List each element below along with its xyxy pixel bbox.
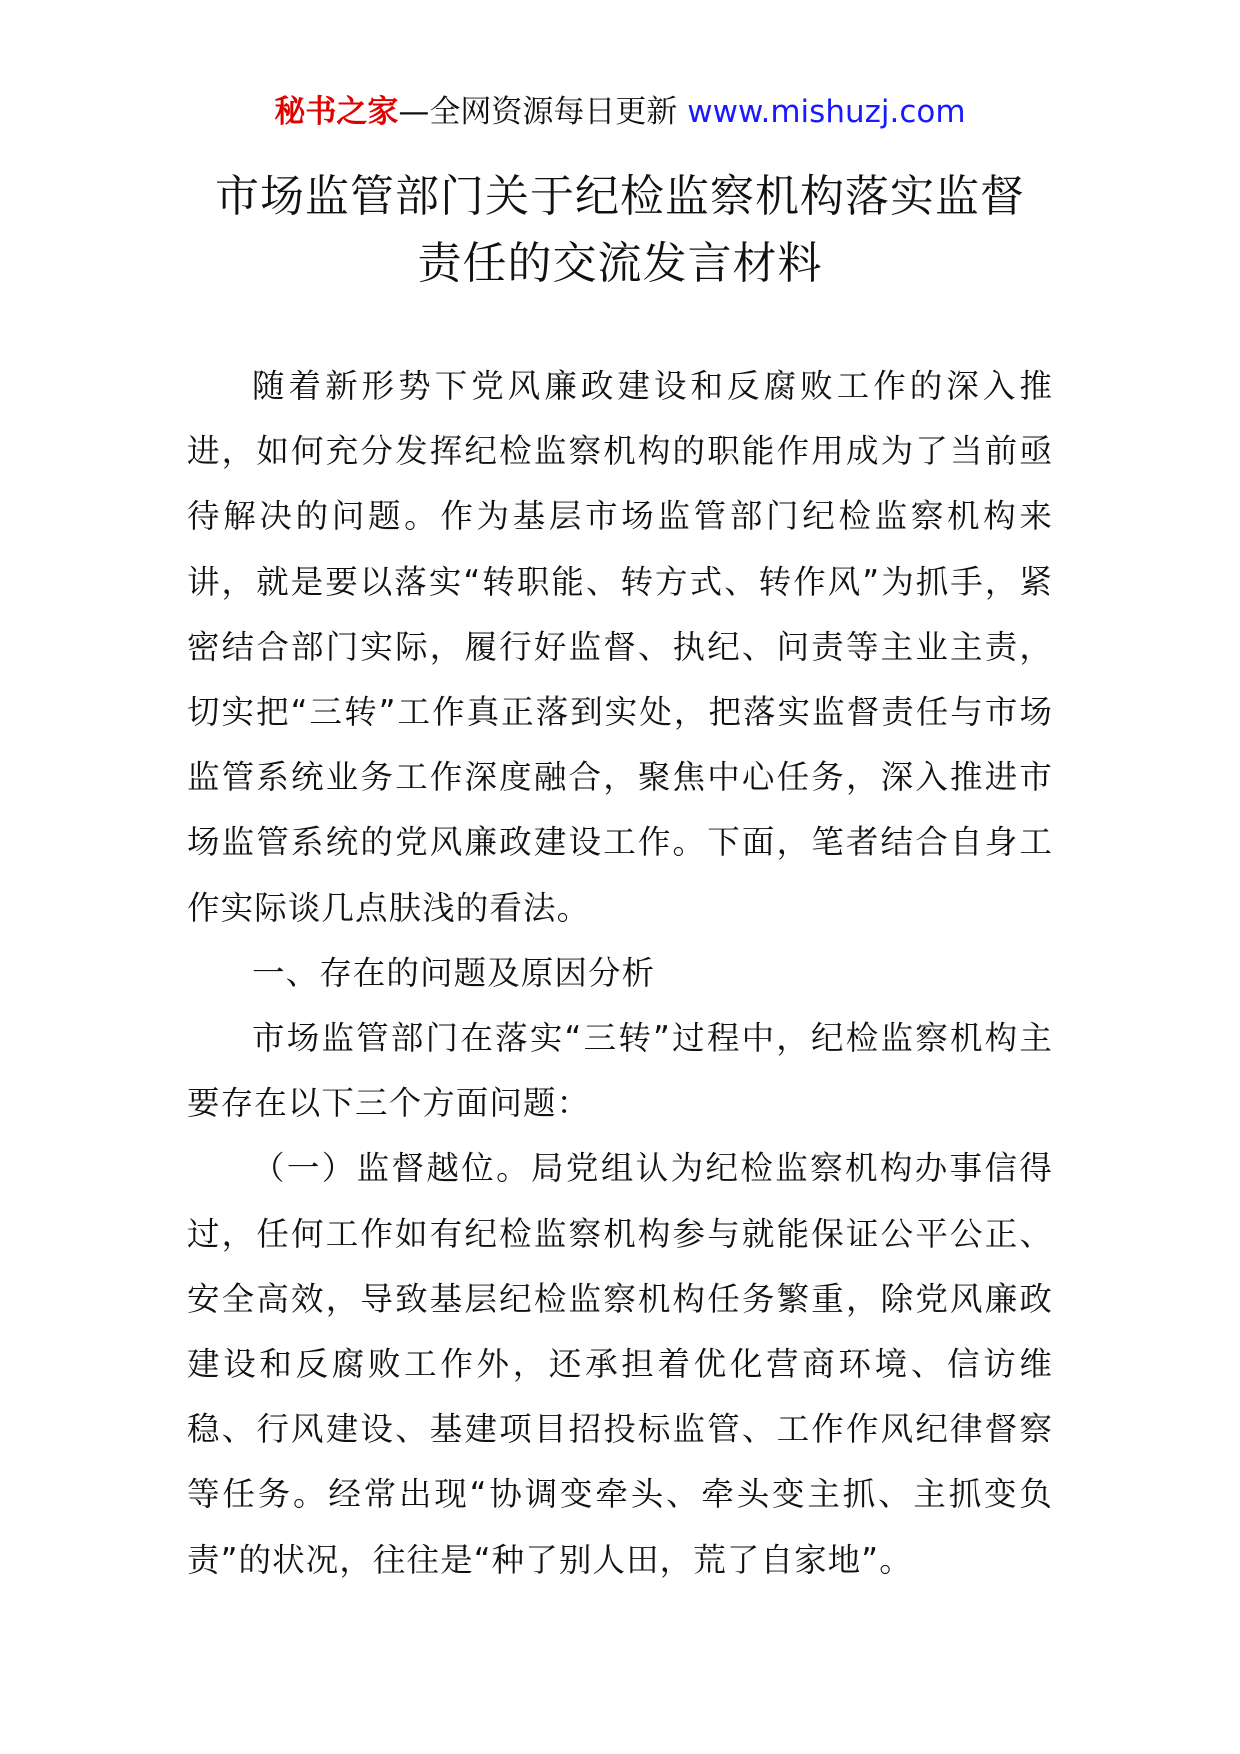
title-line-1: 市场监管部门关于纪检监察机构落实监督	[215, 171, 1025, 222]
body-paragraph: 市场监管部门在落实“三转”过程中，纪检监察机构主要存在以下三个方面问题：	[187, 1019, 1053, 1123]
section-heading: 一、存在的问题及原因分析	[252, 953, 656, 992]
site-url-link[interactable]: www.mishuzj.com	[687, 94, 966, 130]
intro-paragraph: 随着新形势下党风廉政建设和反腐败工作的深入推进，如何充分发挥纪检监察机构的职能作用成为了当前亟待解决的问题。作为基层市场监管部门纪检监察机构来讲，就是要以落实“转职能、转方式、转作风”为抓手，紧密结合部门实际，履行好监督、执纪、问责等主业主责，切实把“三转”工作真正落到实处，把落实监督责任与市场监管系统业务工作深度融合，聚焦中心任务，深入推进市场监管系统的党风廉政建设工作。下面，笔者结合自身工作实际谈几点肤浅的看法。	[187, 367, 1053, 927]
banner-tagline: —全网资源每日更新	[398, 94, 678, 130]
title-line-2: 责任的交流发言材料	[417, 238, 823, 289]
site-banner	[0, 92, 1240, 132]
document-body	[187, 354, 1053, 1593]
brand-name: 秘书之家	[274, 94, 399, 130]
body-paragraph: （一）监督越位。局党组认为纪检监察机构办事信得过，任何工作如有纪检监察机构参与就能保证公平公正、安全高效，导致基层纪检监察机构任务繁重，除党风廉政建设和反腐败工作外，还承担着优化营商环境、信访维稳、行风建设、基建项目招投标监管、工作作风纪律督察等任务。经常出现“协调变牵头、牵头变主抓、主抓变负责”的状况，往往是“种了别人田，荒了自家地”。	[187, 1149, 1053, 1579]
document-title	[160, 163, 1080, 297]
